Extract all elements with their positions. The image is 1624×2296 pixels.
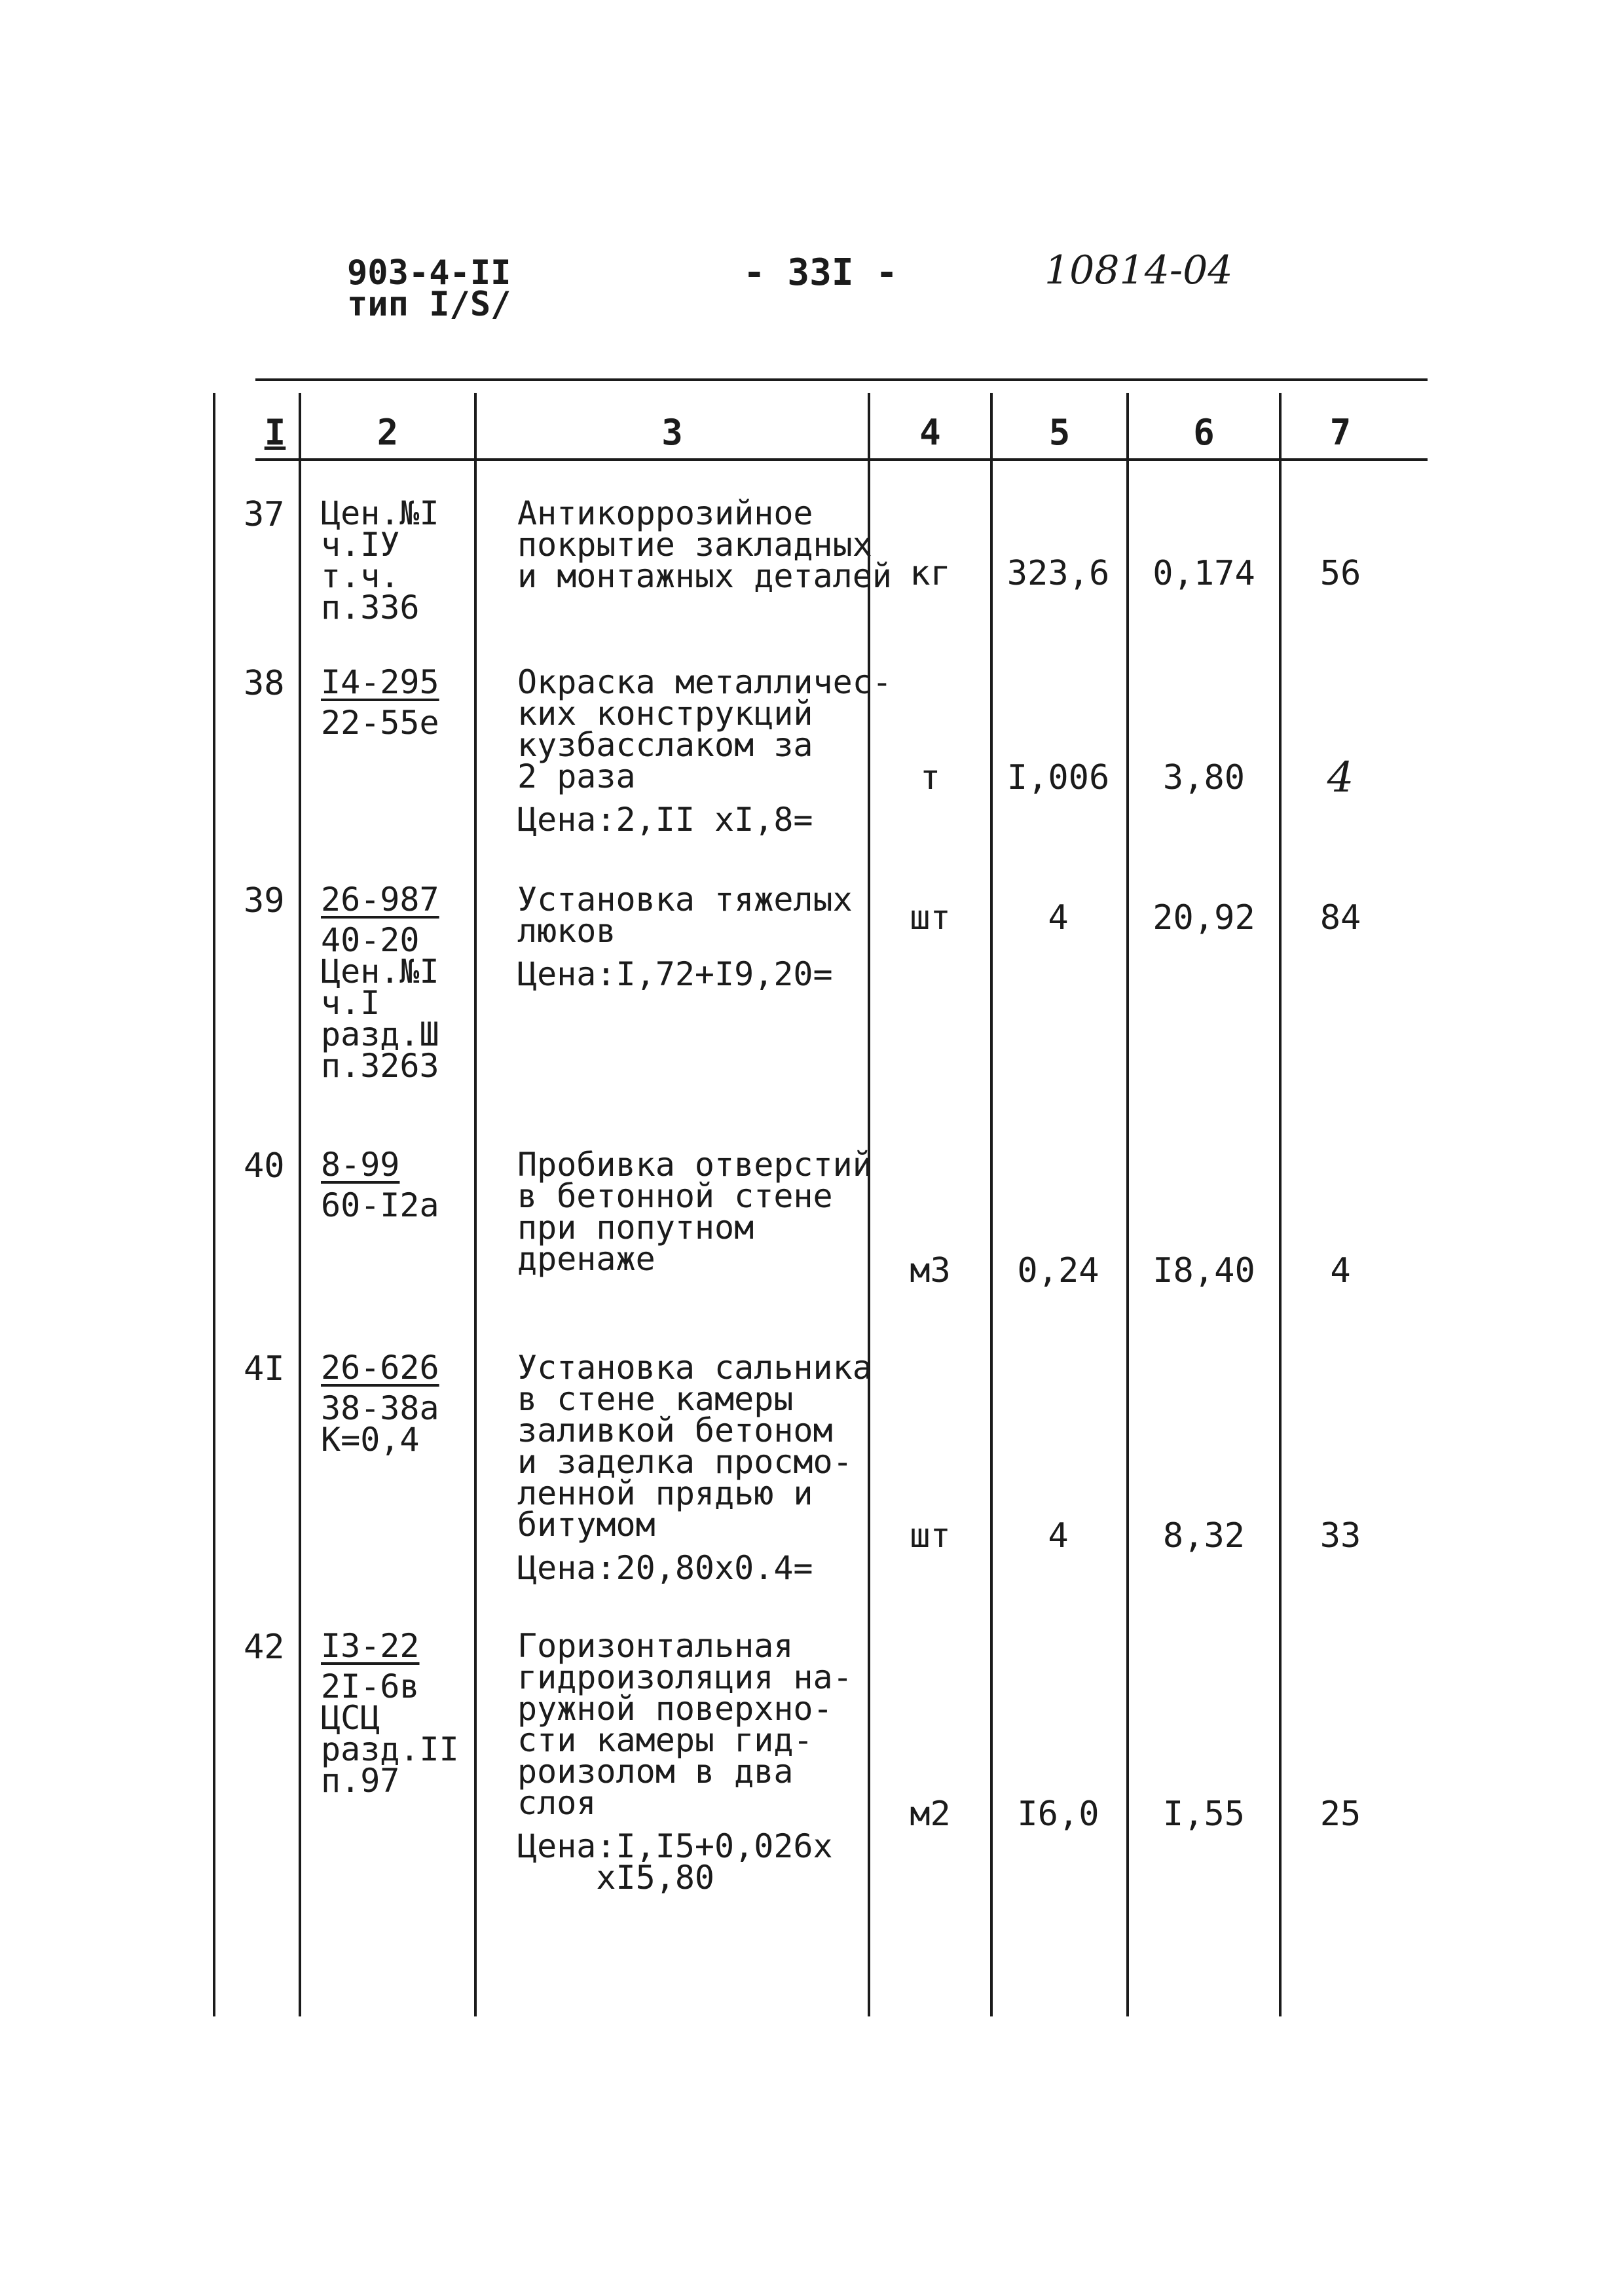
- unit-cost-cell: 8,32: [1162, 1516, 1246, 1556]
- code-line: п.3263: [321, 1047, 439, 1085]
- col-header-3: 3: [661, 411, 683, 453]
- description-line: и монтажных деталей: [517, 557, 892, 595]
- row-codes: [321, 1627, 459, 1800]
- code-line: К=0,4: [321, 1421, 420, 1459]
- code-line: I3-22: [321, 1627, 420, 1665]
- unit-cell: шт: [910, 1516, 951, 1556]
- code-line: 38-38а: [321, 1389, 439, 1427]
- code-line: Цен.№I: [321, 953, 439, 991]
- code-line: разд.II: [321, 1730, 459, 1768]
- table-left-border: [213, 393, 215, 2016]
- total-cell: 84: [1320, 898, 1361, 938]
- code-line: 8-99: [321, 1146, 400, 1184]
- col-header-7: 7: [1329, 411, 1352, 453]
- description-line: Установка тяжелых: [517, 881, 853, 919]
- row-number: 4I: [244, 1349, 285, 1389]
- unit-cell: м3: [910, 1251, 951, 1290]
- unit-cost-cell: 0,174: [1153, 554, 1255, 593]
- row-description: [517, 1349, 872, 1587]
- quantity-cell: 4: [1048, 1516, 1069, 1556]
- description-line: слоя: [517, 1784, 597, 1822]
- row-number: 38: [244, 664, 285, 703]
- description-line: битумом: [517, 1506, 655, 1544]
- description-line: ких конструкций: [517, 695, 813, 733]
- code-line: 2I-6в: [321, 1667, 420, 1705]
- description-line: кузбасслаком за: [517, 726, 813, 764]
- price-formula: Цена:I,72+I9,20=: [517, 955, 833, 993]
- row-description: [517, 1627, 853, 1897]
- row-codes: [321, 1349, 439, 1459]
- quantity-cell: I,006: [1006, 758, 1110, 797]
- column-divider-4: [990, 393, 993, 2016]
- description-line: 2 раза: [517, 757, 636, 795]
- code-line: п.336: [321, 589, 420, 627]
- description-line: гидроизоляция на-: [517, 1658, 853, 1696]
- col-header-2: 2: [377, 411, 399, 453]
- description-line: в бетонной стене: [517, 1177, 833, 1215]
- row-description: [517, 494, 892, 595]
- row-description: [517, 1146, 872, 1278]
- row-codes: [321, 881, 439, 1085]
- col-header-4: 4: [919, 411, 941, 453]
- description-line: Окраска металличес-: [517, 663, 892, 701]
- description-line: в стене камеры: [517, 1380, 794, 1418]
- code-line: 60-I2а: [321, 1186, 439, 1224]
- col-header-1: I: [264, 411, 286, 453]
- column-divider-2: [474, 393, 477, 2016]
- row-number: 40: [244, 1146, 285, 1186]
- code-line: ч.IУ: [321, 526, 400, 564]
- description-line: ленной прядью и: [517, 1474, 813, 1512]
- row-codes: [321, 1146, 439, 1224]
- table-header-rule: [255, 458, 1428, 461]
- row-description: [517, 881, 853, 993]
- column-divider-1: [299, 393, 301, 2016]
- description-line: и заделка просмо-: [517, 1443, 853, 1481]
- code-line: 40-20: [321, 921, 420, 959]
- code-line: ч.I: [321, 984, 380, 1022]
- row-number: 42: [244, 1628, 285, 1667]
- description-line: покрытие закладных: [517, 526, 872, 564]
- handwritten-number: 10814-04: [1044, 247, 1233, 293]
- page-number: - 33I -: [743, 251, 898, 294]
- row-number: 39: [244, 881, 285, 920]
- description-line: Установка сальника: [517, 1349, 872, 1387]
- col-header-5: 5: [1048, 411, 1071, 453]
- quantity-cell: 0,24: [1017, 1251, 1099, 1290]
- unit-cost-cell: 20,92: [1153, 898, 1255, 938]
- total-cell: 56: [1320, 554, 1361, 593]
- quantity-cell: I6,0: [1017, 1795, 1099, 1834]
- code-line: разд.Ш: [321, 1015, 439, 1053]
- code-line: 26-987: [321, 881, 439, 919]
- code-line: 22-55е: [321, 704, 439, 742]
- unit-cell: т: [919, 758, 941, 797]
- column-divider-6: [1279, 393, 1282, 2016]
- code-line: п.97: [321, 1762, 400, 1800]
- description-line: заливкой бетоном: [517, 1412, 833, 1449]
- price-formula: Цена:I,I5+0,026x xI5,80: [517, 1827, 833, 1897]
- description-line: Пробивка отверстий: [517, 1146, 872, 1184]
- description-line: Антикоррозийное: [517, 494, 813, 532]
- total-cell: 25: [1320, 1795, 1361, 1834]
- price-formula: Цена:20,80x0.4=: [517, 1549, 813, 1587]
- description-line: сти камеры гид-: [517, 1721, 813, 1759]
- unit-cost-cell: I8,40: [1153, 1251, 1255, 1290]
- col-header-6: 6: [1193, 411, 1215, 453]
- code-line: 26-626: [321, 1349, 439, 1387]
- table-top-rule: [255, 378, 1428, 381]
- description-line: роизолом в два: [517, 1753, 794, 1791]
- row-description: [517, 663, 892, 839]
- unit-cost-cell: I,55: [1162, 1795, 1246, 1834]
- unit-cell: м2: [910, 1795, 951, 1834]
- total-cell: 4: [1327, 754, 1354, 802]
- row-codes: [321, 494, 439, 627]
- price-formula: Цена:2,II xI,8=: [517, 801, 813, 839]
- unit-cell: кг: [910, 554, 951, 593]
- quantity-cell: 4: [1048, 898, 1069, 938]
- unit-cost-cell: 3,80: [1162, 758, 1246, 797]
- code-line: ЦСЦ: [321, 1699, 380, 1737]
- unit-cell: шт: [910, 898, 951, 938]
- column-divider-5: [1126, 393, 1129, 2016]
- description-line: дренаже: [517, 1240, 655, 1278]
- document-type: тип I/S/: [347, 285, 511, 324]
- code-line: т.ч.: [321, 557, 400, 595]
- description-line: Горизонтальная: [517, 1627, 794, 1665]
- description-line: при попутном: [517, 1209, 754, 1247]
- document-code: 903-4-II: [347, 253, 511, 293]
- quantity-cell: 323,6: [1006, 554, 1110, 593]
- row-codes: [321, 663, 439, 742]
- description-line: люков: [517, 912, 616, 950]
- total-cell: 4: [1330, 1251, 1351, 1290]
- total-cell: 33: [1320, 1516, 1361, 1556]
- code-line: I4-295: [321, 663, 439, 701]
- code-line: Цен.№I: [321, 494, 439, 532]
- description-line: ружной поверхно-: [517, 1690, 833, 1728]
- row-number: 37: [244, 495, 285, 534]
